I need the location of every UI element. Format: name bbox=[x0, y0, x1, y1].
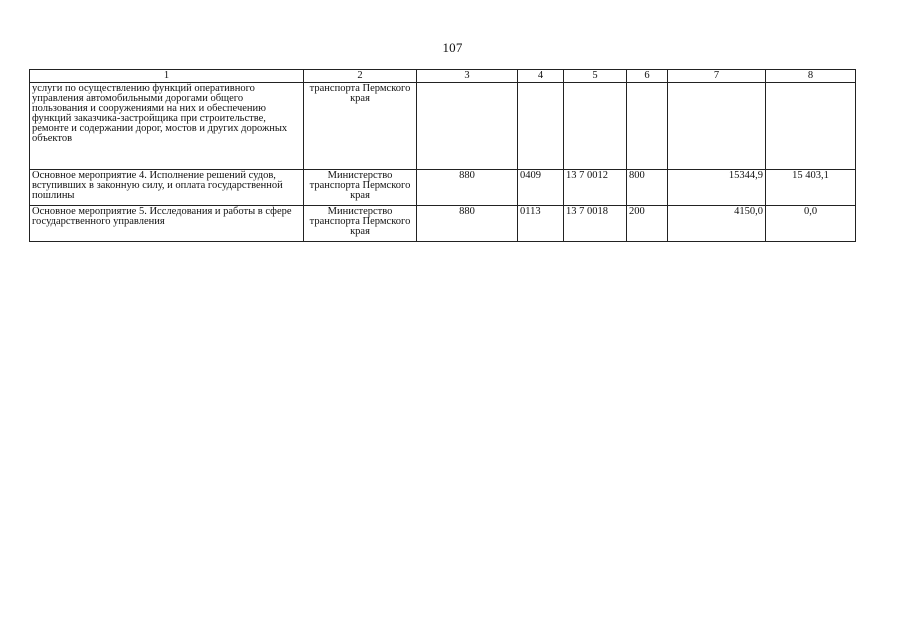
section-code-cell: 0409 bbox=[518, 170, 564, 206]
amount-col7-cell bbox=[668, 83, 766, 170]
table-row bbox=[30, 206, 856, 242]
responsible-executor-cell: транспорта Пермского края bbox=[304, 83, 417, 170]
ministry-code-cell bbox=[417, 83, 518, 170]
activity-name-cell: услуги по осуществлению функций оперативного управления автомобильными дорогами общего пользования и сооружениями на них и обеспечению функций заказчика-застройщика при строительстве, ремонте и содержании дорог, мостов и других дорожных объектов bbox=[30, 83, 304, 170]
budget-table bbox=[29, 69, 856, 242]
ministry-code-cell: 880 bbox=[417, 170, 518, 206]
header-row bbox=[30, 70, 856, 83]
table-row bbox=[30, 170, 856, 206]
expense-type-cell: 200 bbox=[627, 206, 668, 242]
section-code-cell: 0113 bbox=[518, 206, 564, 242]
column-header-7: 7 bbox=[668, 70, 766, 83]
section-code-cell bbox=[518, 83, 564, 170]
column-header-1: 1 bbox=[30, 70, 304, 83]
amount-col8-cell bbox=[766, 83, 856, 170]
amount-col8-cell: 0,0 bbox=[766, 206, 856, 242]
expense-type-cell bbox=[627, 83, 668, 170]
target-article-cell: 13 7 0012 bbox=[564, 170, 627, 206]
amount-col8-cell: 15 403,1 bbox=[766, 170, 856, 206]
ministry-code-cell: 880 bbox=[417, 206, 518, 242]
activity-name-cell: Основное мероприятие 4. Исполнение решений судов, вступивших в законную силу, и оплата государственной пошлины bbox=[30, 170, 304, 206]
column-header-6: 6 bbox=[627, 70, 668, 83]
amount-col7-cell: 4150,0 bbox=[668, 206, 766, 242]
column-header-5: 5 bbox=[564, 70, 627, 83]
column-header-4: 4 bbox=[518, 70, 564, 83]
activity-name-cell: Основное мероприятие 5. Исследования и работы в сфере государственного управления bbox=[30, 206, 304, 242]
column-header-2: 2 bbox=[304, 70, 417, 83]
page-number: 107 bbox=[442, 40, 463, 55]
expense-type-cell: 800 bbox=[627, 170, 668, 206]
responsible-executor-cell: Министерство транспорта Пермского края bbox=[304, 170, 417, 206]
target-article-cell: 13 7 0018 bbox=[564, 206, 627, 242]
responsible-executor-cell: Министерство транспорта Пермского края bbox=[304, 206, 417, 242]
column-header-3: 3 bbox=[417, 70, 518, 83]
target-article-cell bbox=[564, 83, 627, 170]
table-row bbox=[30, 83, 856, 170]
amount-col7-cell: 15344,9 bbox=[668, 170, 766, 206]
column-header-8: 8 bbox=[766, 70, 856, 83]
